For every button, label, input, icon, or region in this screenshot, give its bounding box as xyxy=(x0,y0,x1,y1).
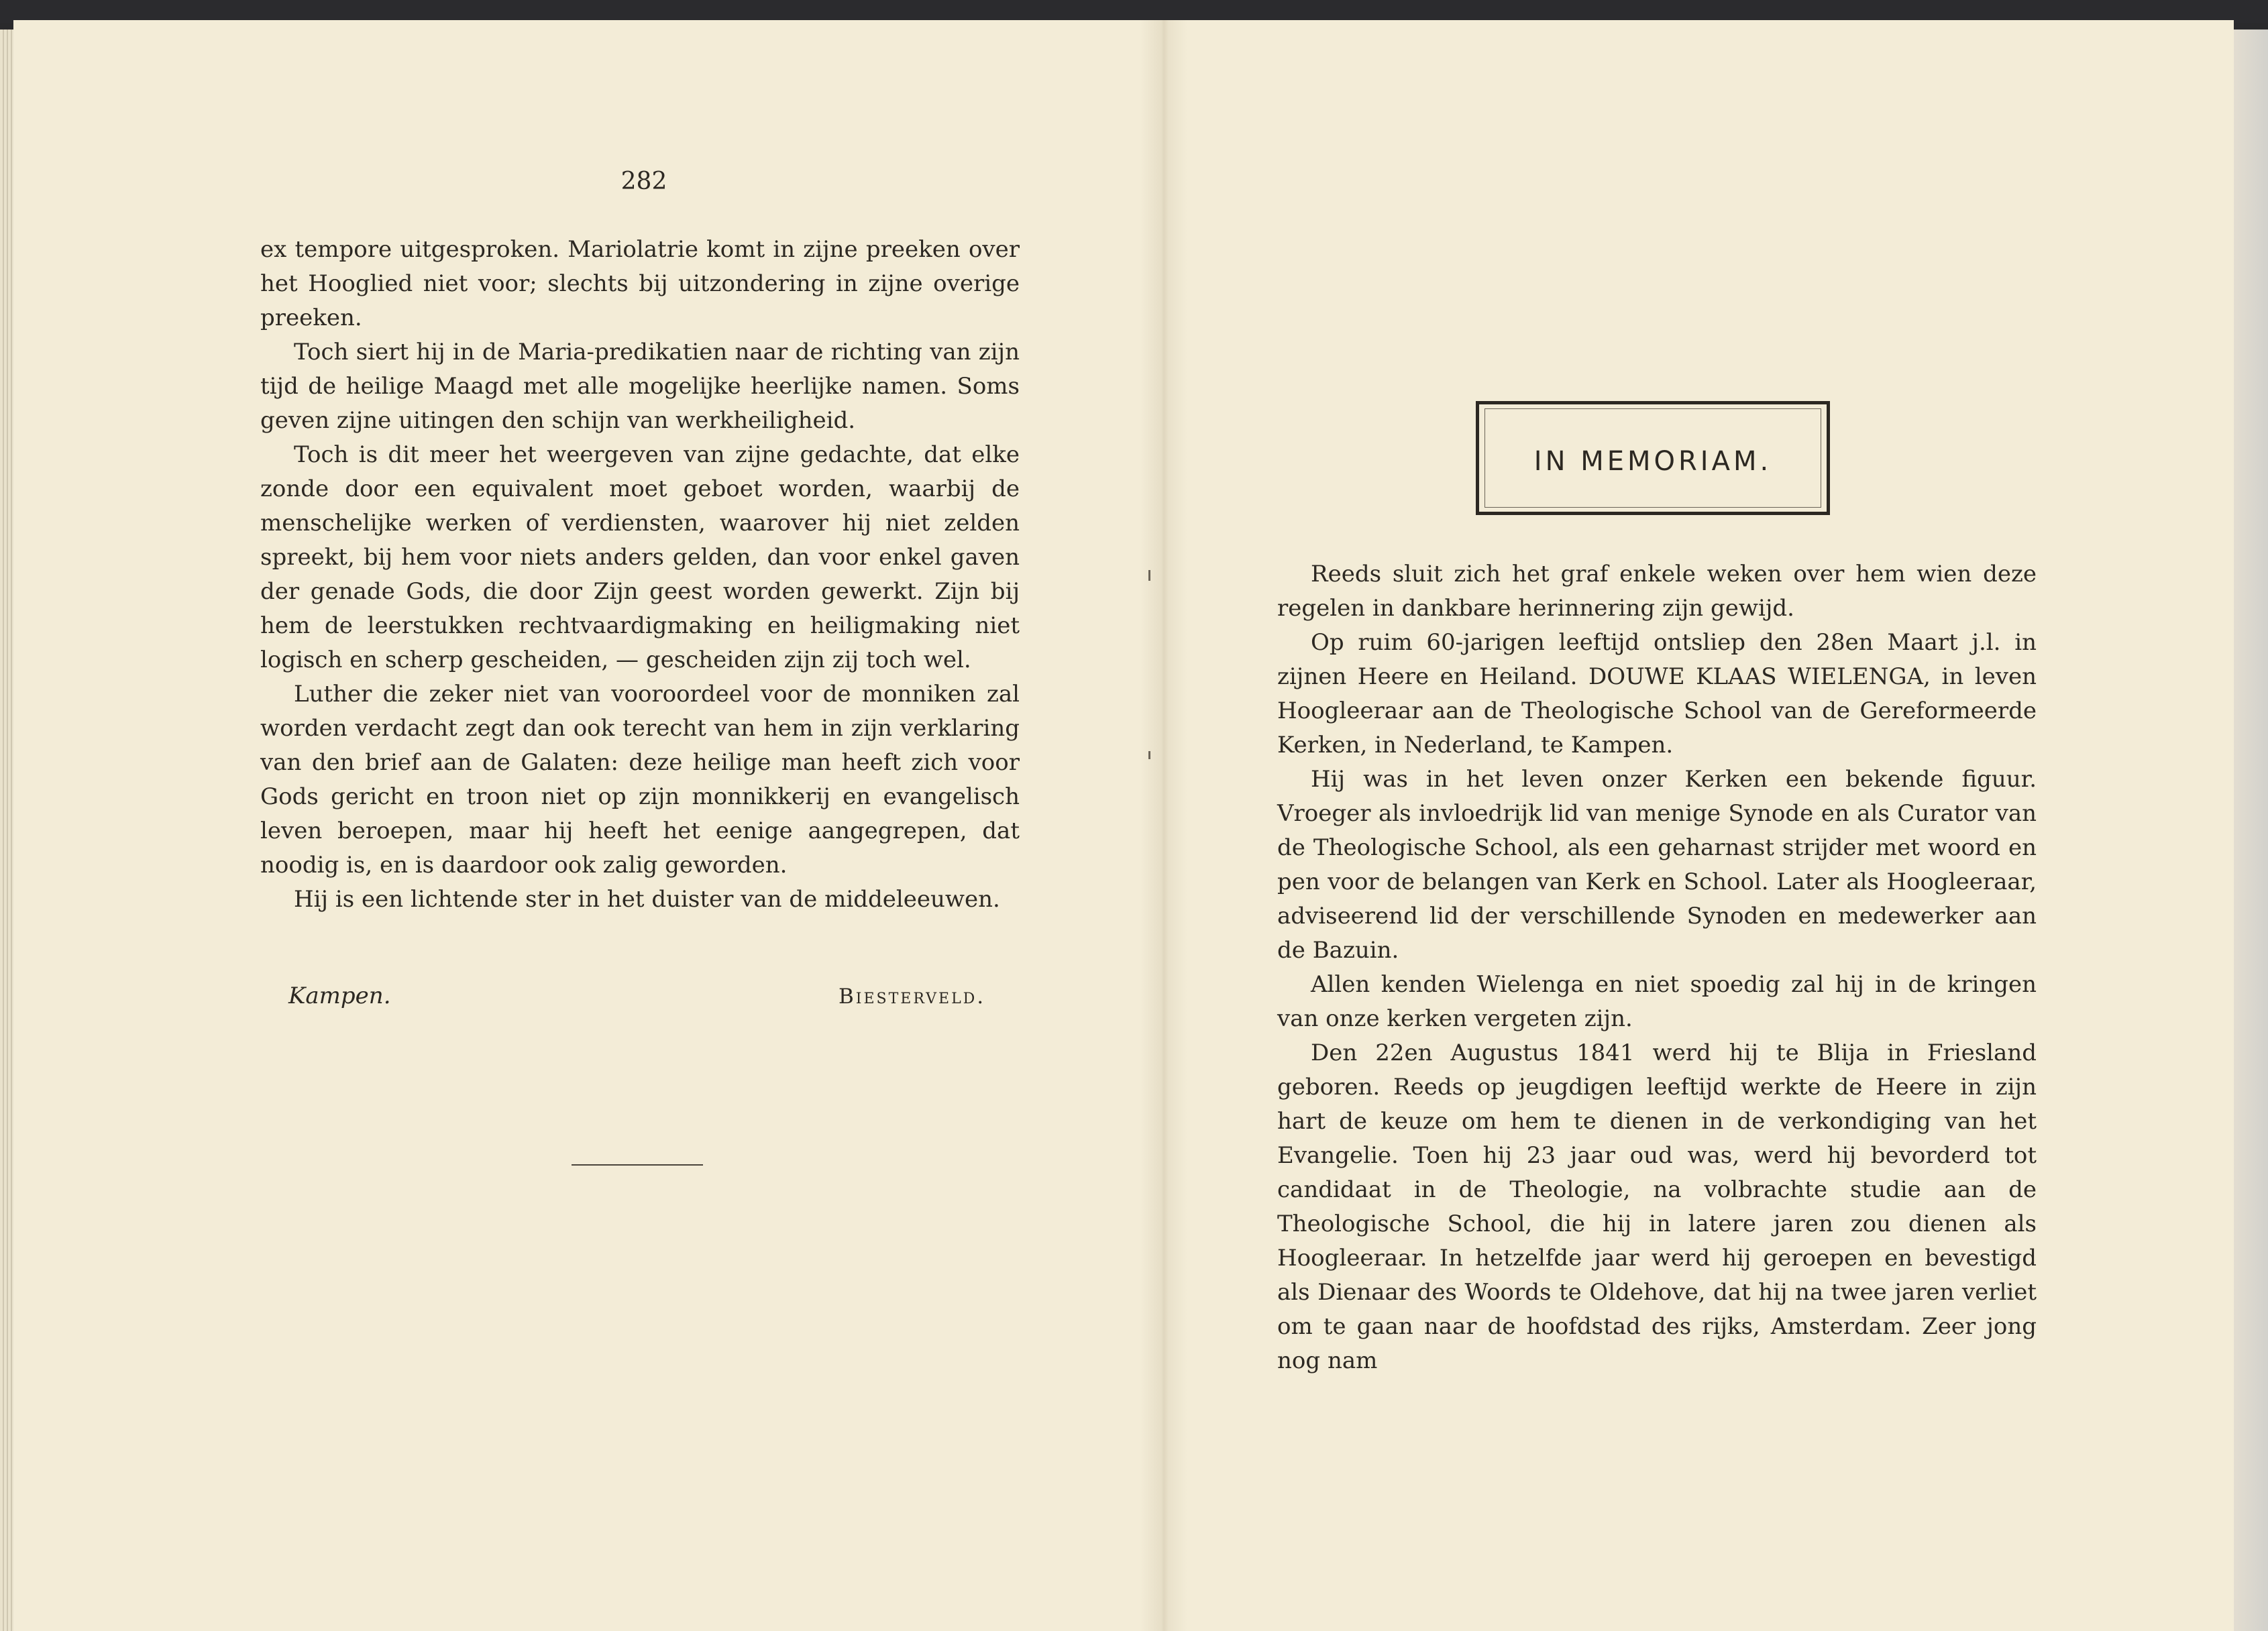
paragraph: ex tempore uitgesproken. Mariolatrie komt in zijne preeken over het Hooglied niet voor; slechts bij uitzondering in zijne overige preeken. xyxy=(260,236,1020,331)
section-separator xyxy=(572,1164,703,1166)
right-page-body xyxy=(1277,557,2037,1378)
paragraph: Allen kenden Wielenga en niet spoedig zal hij in de kringen van onze kerken vergeten zijn. xyxy=(1277,971,2037,1032)
page-number: 282 xyxy=(620,168,667,195)
paragraph: Toch siert hij in de Maria-predikatien naar de richting van zijn tijd de heilige Maagd met alle mogelijke heerlijke namen. Soms geven zijne uitingen den schijn van werkheiligheid. xyxy=(260,339,1020,434)
paragraph: Op ruim 60-jarigen leeftijd ontsliep den 28en Maart j.l. in zijnen Heere en Heiland. DOUWE KLAAS WIELENGA, in leven Hoogleeraar aan de Theologische School van de Gereformeerde Kerken, in Nederland, te Kampen. xyxy=(1277,629,2037,758)
left-page-edges xyxy=(0,30,15,1631)
signature-name: Biesterveld. xyxy=(839,985,986,1009)
memoriam-title-box xyxy=(1476,401,1830,515)
paragraph: Luther die zeker niet van vooroordeel voor de monniken zal worden verdacht zegt dan ook terecht van hem in zijn verklaring van den brief aan de Galaten: deze heilige man heeft zich voor Gods gericht en troon niet op zijn monnikkerij en evangelisch leven beroepen, maar hij heeft het eenige aangegrepen, dat noodig is, en is daardoor ook zalig geworden. xyxy=(260,681,1020,879)
memoriam-title: IN MEMORIAM. xyxy=(1533,446,1772,477)
left-page-body xyxy=(260,233,1020,917)
signature-place: Kampen. xyxy=(288,982,391,1009)
paragraph: Hij was in het leven onzer Kerken een bekende figuur. Vroeger als invloedrijk lid van menige Synode en als Curator van de Theologische School, als een geharnast strijder met woord en pen voor de belangen van Kerk en School. Later als Hoogleeraar, adviseerend lid der verschillende Synoden en medewerker aan de Bazuin. xyxy=(1277,766,2037,964)
paragraph: Den 22en Augustus 1841 werd hij te Blija in Friesland geboren. Reeds op jeugdigen leeftijd werkte de Heere in zijn hart de keuze om hem te dienen in de verkondiging van het Evangelie. Toen hij 23 jaar oud was, werd hij bevorderd tot candidaat in de Theologie, na volbrachte studie aan de Theologische School, die hij in latere jaren zou dienen als Hoogleeraar. In hetzelfde jaar werd hij geroepen en bevestigd als Dienaar des Woords te Oldehove, dat hij na twee jaren verliet om te gaan naar de hoofdstad des rijks, Amsterdam. Zeer jong nog nam xyxy=(1277,1039,2037,1374)
gutter-mark xyxy=(1148,751,1150,759)
scan-background-top xyxy=(0,0,2268,23)
paragraph: Hij is een lichtende ster in het duister van de middeleeuwen. xyxy=(294,886,1000,913)
gutter-mark xyxy=(1148,570,1150,581)
right-page-edge xyxy=(2234,30,2268,1631)
paragraph: Reeds sluit zich het graf enkele weken over hem wien deze regelen in dankbare herinnering zijn gewijd. xyxy=(1277,561,2037,622)
paragraph: Toch is dit meer het weergeven van zijne gedachte, dat elke zonde door een equivalent moet geboet worden, waarbij de menschelijke werken of verdiensten, waarover hij niet zelden spreekt, bij hem voor niets anders gelden, dan voor enkel gaven der genade Gods, die door Zijn geest worden gewerkt. Zijn bij hem de leerstukken rechtvaardigmaking en heiligmaking niet logisch en scherp gescheiden, — gescheiden zijn zij toch wel. xyxy=(260,441,1020,673)
